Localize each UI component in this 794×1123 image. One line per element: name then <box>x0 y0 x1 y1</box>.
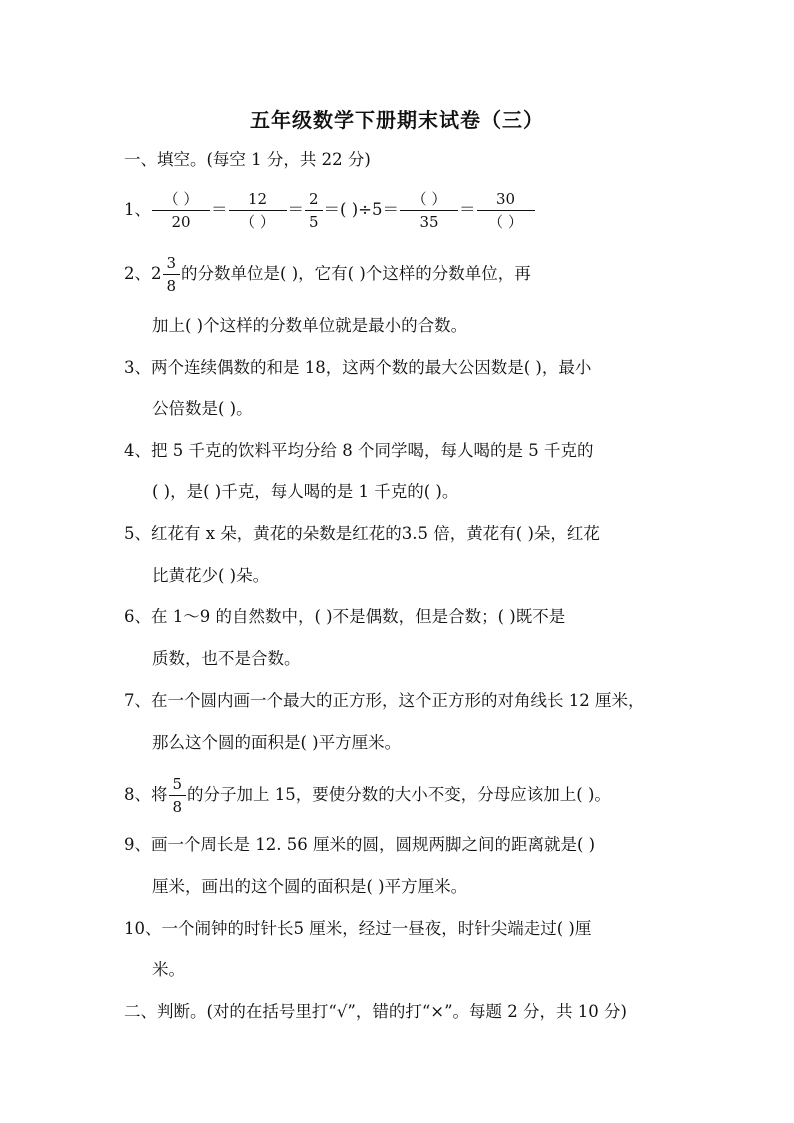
question-9-line-2: 厘米，画出的这个圆的面积是( )平方厘米。 <box>152 877 468 896</box>
fraction-numerator: 3 <box>163 256 181 275</box>
fraction-denominator: 35 <box>419 212 439 231</box>
equals-sign: ＝ <box>287 200 304 219</box>
fraction-numerator: （ ） <box>152 192 210 211</box>
fraction-numerator: 12 <box>229 192 287 211</box>
equals-sign: ＝ <box>211 200 228 219</box>
fraction-denominator: 5 <box>309 212 319 231</box>
question-6-line-1: 6、在 1～9 的自然数中，( )不是偶数，但是合数；( )既不是 <box>124 607 566 626</box>
question-10-line-2: 米。 <box>152 960 185 979</box>
question-6-line-2: 质数，也不是合数。 <box>152 649 301 668</box>
question-text: 的分数单位是( )，它有( )个这样的分数单位，再 <box>181 264 531 283</box>
question-text: 的分子加上 15，要使分数的大小不变，分母应该加上( )。 <box>187 785 611 804</box>
fraction-denominator: （ ） <box>240 212 275 231</box>
question-7-line-1: 7、在一个圆内画一个最大的正方形，这个正方形的对角线长 12 厘米， <box>124 691 645 710</box>
equals-sign: ＝ <box>459 200 476 219</box>
section-true-false-heading: 二、判断。(对的在括号里打“√”，错的打“×”。每题 2 分，共 10 分) <box>124 1002 627 1021</box>
question-3-line-1: 3、两个连续偶数的和是 18，这两个数的最大公因数是( )，最小 <box>124 358 592 377</box>
fraction-numerator: 2 <box>305 192 323 211</box>
question-4-line-1: 4、把 5 千克的饮料平均分给 8 个同学喝，每人喝的是 5 千克的 <box>124 441 594 460</box>
division-expression: ＝( )÷5＝ <box>323 200 399 219</box>
fraction-five-eighths <box>169 774 187 816</box>
question-4-line-2: ( )，是( )千克，每人喝的是 1 千克的( )。 <box>152 482 459 501</box>
fraction-numerator: （ ） <box>400 192 458 211</box>
fraction-denominator: 8 <box>166 276 177 295</box>
question-5-line-2: 比黄花少( )朵。 <box>152 566 270 585</box>
fraction-numerator: 30 <box>477 192 535 211</box>
fraction-3 <box>305 189 323 231</box>
question-2-line-2: 加上( )个这样的分数单位就是最小的合数。 <box>152 316 468 335</box>
section-fill-blank-heading: 一、填空。(每空 1 分，共 22 分) <box>124 150 371 169</box>
fraction-5 <box>477 189 535 231</box>
fraction-numerator: 5 <box>169 777 187 796</box>
fraction-denominator: 8 <box>172 797 183 816</box>
exam-title: 五年级数学下册期末试卷（三） <box>250 108 544 132</box>
fraction-2 <box>229 189 287 231</box>
fraction-denominator: 20 <box>171 212 191 231</box>
mixed-number-fraction <box>163 253 181 295</box>
question-2-line-1 <box>124 250 684 298</box>
mixed-number-whole: 2 <box>151 264 162 283</box>
question-7-line-2: 那么这个圆的面积是( )平方厘米。 <box>152 733 402 752</box>
question-text: 8、将 <box>124 785 168 804</box>
question-9-line-1: 9、画一个周长是 12. 56 厘米的圆，圆规两脚之间的距离就是( ) <box>124 835 596 854</box>
question-number: 1、 <box>124 200 151 219</box>
question-8 <box>124 771 684 819</box>
question-3-line-2: 公倍数是( )。 <box>152 399 253 418</box>
question-10-line-1: 10、一个闹钟的时针长5 厘米，经过一昼夜，时针尖端走过( )厘 <box>124 919 592 938</box>
question-1 <box>124 186 684 234</box>
fraction-1 <box>152 189 210 231</box>
fraction-denominator: （ ） <box>488 212 523 231</box>
question-5-line-1: 5、红花有 x 朵，黄花的朵数是红花的3.5 倍，黄花有( )朵，红花 <box>124 524 600 543</box>
fraction-4 <box>400 189 458 231</box>
question-number: 2、 <box>124 264 151 283</box>
